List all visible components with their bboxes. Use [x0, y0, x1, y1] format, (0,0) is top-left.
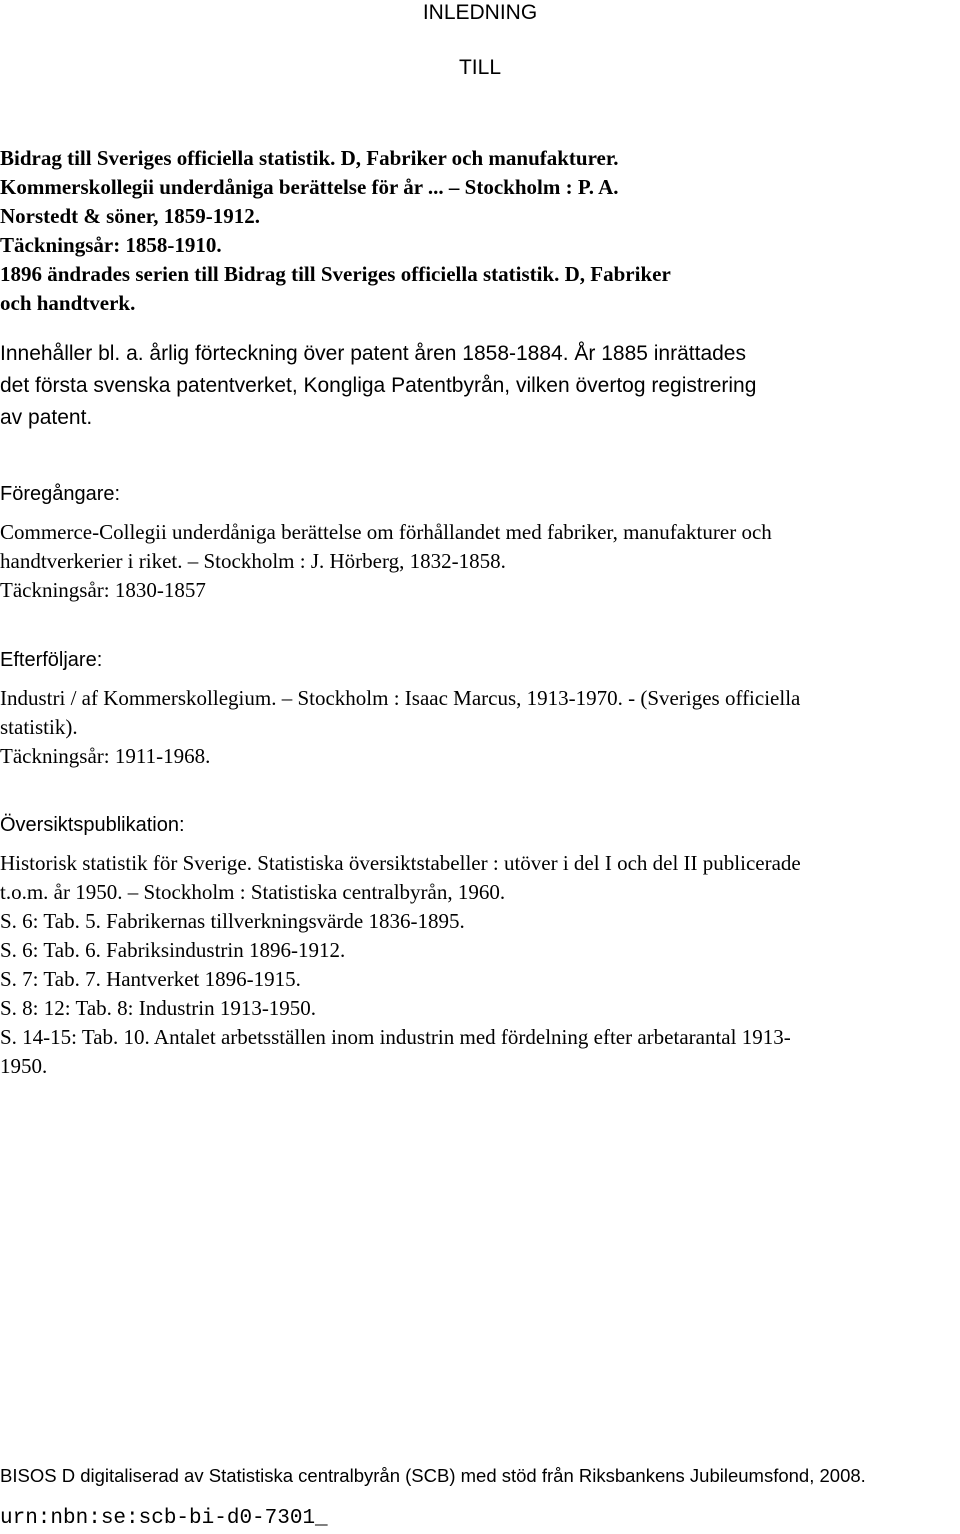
oversikt-line: t.o.m. år 1950. – Stockholm : Statistiska centralbyrån, 1960.	[0, 880, 506, 904]
series-line: och handtverk.	[0, 291, 136, 315]
series-line: Täckningsår: 1858-1910.	[0, 233, 222, 257]
efterfoljare-heading: Efterföljare:	[0, 649, 103, 671]
foregangare-line: handtverkerier i riket. – Stockholm : J. Hörberg, 1832-1858.	[0, 549, 506, 573]
foregangare-line: Täckningsår: 1830-1857	[0, 578, 206, 602]
page-title: INLEDNING	[422, 1, 538, 24]
digitization-credit: BISOS D digitaliserad av Statistiska centralbyrån (SCB) med stöd från Riksbankens Jubileumsfond, 2008.	[0, 1465, 866, 1486]
urn-identifier: urn:nbn:se:scb-bi-d0-7301_	[0, 1507, 328, 1530]
oversikt-line: S. 14-15: Tab. 10. Antalet arbetsställen inom industrin med fördelning efter arbetarantal 1913-	[0, 1025, 791, 1049]
foregangare-line: Commerce-Collegii underdåniga berättelse om förhållandet med fabriker, manufakturer och	[0, 520, 772, 544]
oversikt-line: S. 8: 12: Tab. 8: Industrin 1913-1950.	[0, 996, 317, 1020]
oversikt-line: S. 6: Tab. 5. Fabrikernas tillverkningsvärde 1836-1895.	[0, 909, 465, 933]
series-line: Kommerskollegii underdåniga berättelse för år ... – Stockholm : P. A.	[0, 175, 619, 199]
oversikt-line: S. 6: Tab. 6. Fabriksindustrin 1896-1912.	[0, 938, 346, 962]
oversikt-heading: Översiktspublikation:	[0, 814, 185, 836]
note-line: Innehåller bl. a. årlig förteckning över patent åren 1858-1884. År 1885 inrättades	[0, 342, 746, 365]
efterfoljare-line: Täckningsår: 1911-1968.	[0, 744, 211, 768]
series-note	[0, 338, 945, 434]
efterfoljare-line: Industri / af Kommerskollegium. – Stockholm : Isaac Marcus, 1913-1970. - (Sveriges officiella	[0, 686, 801, 710]
oversikt-section	[0, 849, 945, 1081]
series-description	[0, 144, 945, 318]
foregangare-heading: Föregångare:	[0, 483, 121, 505]
series-line: 1896 ändrades serien till Bidrag till Sveriges officiella statistik. D, Fabriker	[0, 262, 671, 286]
foregangare-section	[0, 518, 945, 605]
page-subtitle: TILL	[458, 56, 502, 79]
oversikt-line: 1950.	[0, 1054, 48, 1078]
note-line: av patent.	[0, 406, 93, 429]
efterfoljare-section	[0, 684, 945, 771]
efterfoljare-line: statistik).	[0, 715, 78, 739]
oversikt-line: Historisk statistik för Sverige. Statistiska översiktstabeller : utöver i del I och del II publicerade	[0, 851, 801, 875]
oversikt-line: S. 7: Tab. 7. Hantverket 1896-1915.	[0, 967, 301, 991]
note-line: det första svenska patentverket, Kongliga Patentbyrån, vilken övertog registrering	[0, 374, 757, 397]
series-line: Bidrag till Sveriges officiella statistik. D, Fabriker och manufakturer.	[0, 146, 619, 170]
series-line: Norstedt & söner, 1859-1912.	[0, 204, 260, 228]
